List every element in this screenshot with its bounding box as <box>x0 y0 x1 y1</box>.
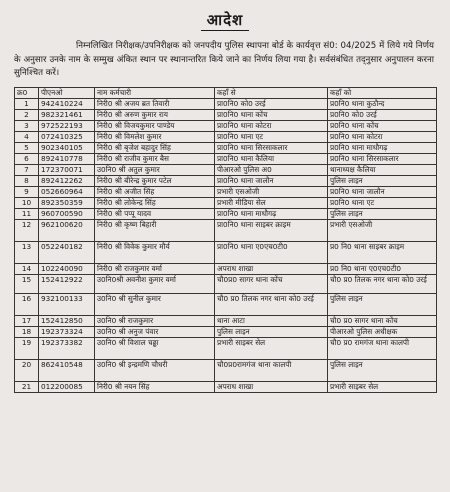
cell-pno: 892412262 <box>39 175 95 186</box>
cell-from: अपराध शाखा <box>215 263 328 274</box>
cell-from: थाना आटा <box>215 315 328 326</box>
cell-name: उ0नि0 श्री राजकुमार <box>95 315 215 326</box>
cell-to: चौ0 प्र0 रामगंज थाना कालपी <box>328 337 437 359</box>
cell-to: प्र0नि0 थाना जालौन <box>328 186 437 197</box>
cell-from: प्रा0नि0 थाना कोंच <box>215 109 328 120</box>
cell-sno: 2 <box>15 109 39 120</box>
table-row <box>15 120 437 131</box>
cell-from: प्रा0नि0 थाना कोटरा <box>215 120 328 131</box>
cell-from: पीआरओ पुलिस अ0 <box>215 164 328 175</box>
cell-sno: 21 <box>15 381 39 392</box>
cell-from: पुलिस लाइन <box>215 326 328 337</box>
cell-from: प्रा0नि0 थाना जालौन <box>215 175 328 186</box>
cell-from: प्रा0नि0 को0 उरई <box>215 98 328 109</box>
cell-to: प्र0 नि0 थाना ए0एच0टी0 <box>328 263 437 274</box>
table-row <box>15 142 437 153</box>
cell-sno: 18 <box>15 326 39 337</box>
cell-name: उ0नि0श्री अवनीश कुमार वर्मा <box>95 274 215 293</box>
cell-sno: 10 <box>15 197 39 208</box>
cell-to: प्र0नि0 थाना एट <box>328 197 437 208</box>
cell-name: निरी0 श्री विजयकुमार पाण्डेय <box>95 120 215 131</box>
cell-to: पुलिस लाइन <box>328 208 437 219</box>
cell-name: निरी0 श्री बृजेश बहादुर सिंह <box>95 142 215 153</box>
cell-pno: 960700590 <box>39 208 95 219</box>
cell-pno: 962100620 <box>39 219 95 241</box>
cell-name: निरी0 श्री पप्पू यादव <box>95 208 215 219</box>
cell-sno: 5 <box>15 142 39 153</box>
cell-from: चौ0प्र0 सागर थाना कोंच <box>215 274 328 293</box>
cell-sno: 20 <box>15 359 39 381</box>
cell-pno: 192373324 <box>39 326 95 337</box>
cell-to: प्र0नि0 थाना कोंच <box>328 120 437 131</box>
cell-pno: 942410224 <box>39 98 95 109</box>
cell-from: प्रभारी एसओजी <box>215 186 328 197</box>
table-row <box>15 381 437 392</box>
cell-to: पीआरओ पुलिस अधीक्षक <box>328 326 437 337</box>
cell-to: प्र0नि0 को0 उरई <box>328 109 437 120</box>
table-row <box>15 315 437 326</box>
table-row <box>15 241 437 263</box>
cell-sno: 11 <box>15 208 39 219</box>
cell-name: निरी0 श्री कृष्ण बिहारी <box>95 219 215 241</box>
header-from: कहाँ से <box>215 87 328 98</box>
cell-pno: 072410325 <box>39 131 95 142</box>
cell-pno: 982321461 <box>39 109 95 120</box>
cell-from: चौ0प्र0रामगंज थाना कालपी <box>215 359 328 381</box>
table-row <box>15 164 437 175</box>
cell-sno: 16 <box>15 293 39 315</box>
cell-to: प्र0 नि0 थाना साइबर क्राइम <box>328 241 437 263</box>
cell-from: चौ0 प्र0 तिलक नगर थाना को0 उरई <box>215 293 328 315</box>
cell-pno: 052240182 <box>39 241 95 263</box>
table-row <box>15 219 437 241</box>
cell-pno: 052660964 <box>39 186 95 197</box>
cell-pno: 892350359 <box>39 197 95 208</box>
cell-to: चौ0 प्र0 सागर थाना कोंच <box>328 315 437 326</box>
cell-to: प्र0नि0 थाना कोटरा <box>328 131 437 142</box>
cell-from: प्रभारी साइबर सेल <box>215 337 328 359</box>
table-row <box>15 197 437 208</box>
table-row <box>15 263 437 274</box>
cell-sno: 15 <box>15 274 39 293</box>
cell-name: निरी0 श्री अजीत सिंह <box>95 186 215 197</box>
cell-sno: 6 <box>15 153 39 164</box>
cell-from: प्रा0नि0 थाना कैलिया <box>215 153 328 164</box>
cell-name: निरी0 श्री विमलेश कुमार <box>95 131 215 142</box>
cell-pno: 892410778 <box>39 153 95 164</box>
cell-from: प्रभारी मीडिया सेल <box>215 197 328 208</box>
cell-name: उ0नि0 श्री सुनील कुमार <box>95 293 215 315</box>
cell-sno: 3 <box>15 120 39 131</box>
table-row <box>15 293 437 315</box>
table-row <box>15 131 437 142</box>
cell-to: थानाध्यक्ष कैलिया <box>328 164 437 175</box>
cell-name: उ0नि0 श्री अतुल कुमार <box>95 164 215 175</box>
header-sno: क्र0 <box>15 87 39 98</box>
cell-from: प्रा0नि0 थाना साइबर क्राइम <box>215 219 328 241</box>
cell-sno: 4 <box>15 131 39 142</box>
cell-sno: 7 <box>15 164 39 175</box>
cell-to: पुलिस लाइन <box>328 293 437 315</box>
cell-name: निरी0 श्री राजकुमार वर्मा <box>95 263 215 274</box>
cell-name: निरी0 श्री बीरेन्द्र कुमार पटेल <box>95 175 215 186</box>
cell-name: निरी0 श्री अरुण कुमार राय <box>95 109 215 120</box>
cell-from: प्रा0नि0 थाना एट <box>215 131 328 142</box>
cell-name: निरी0 श्री राजीव कुमार बैस <box>95 153 215 164</box>
cell-name: निरी0 श्री विवेक कुमार मौर्य <box>95 241 215 263</box>
table-row <box>15 337 437 359</box>
table-row <box>15 109 437 120</box>
table-row <box>15 359 437 381</box>
cell-sno: 1 <box>15 98 39 109</box>
cell-to: चौ0 प्र0 तिलक नगर थाना को0 उरई <box>328 274 437 293</box>
cell-to: प्रभारी साइबर सेल <box>328 381 437 392</box>
cell-pno: 172370071 <box>39 164 95 175</box>
table-row <box>15 274 437 293</box>
cell-name: उ0नि0 श्री विशाल चढ्ढा <box>95 337 215 359</box>
cell-sno: 17 <box>15 315 39 326</box>
cell-pno: 932100133 <box>39 293 95 315</box>
cell-pno: 012200085 <box>39 381 95 392</box>
cell-name: निरी0 श्री अजय ब्रत तिवारी <box>95 98 215 109</box>
header-to: कहाँ को <box>328 87 437 98</box>
cell-name: उ0नि0 श्री अनुज पंवार <box>95 326 215 337</box>
cell-sno: 19 <box>15 337 39 359</box>
cell-sno: 9 <box>15 186 39 197</box>
cell-pno: 902340105 <box>39 142 95 153</box>
table-row <box>15 208 437 219</box>
table-row <box>15 153 437 164</box>
cell-sno: 8 <box>15 175 39 186</box>
cell-to: प्र0नि0 थाना माधौगढ़ <box>328 142 437 153</box>
cell-to: पुलिस लाइन <box>328 359 437 381</box>
cell-from: प्रा0नि0 थाना माधौगढ़ <box>215 208 328 219</box>
cell-name: निरी0 श्री लोकेन्द्र सिंह <box>95 197 215 208</box>
table-row <box>15 98 437 109</box>
cell-to: प्र0नि0 थाना कुठौन्द <box>328 98 437 109</box>
table-header-row <box>15 87 437 98</box>
cell-pno: 102240090 <box>39 263 95 274</box>
cell-from: प्रा0नि0 थाना ए0एच0टी0 <box>215 241 328 263</box>
order-paragraph: निम्नलिखित निरीक्षक/उपनिरीक्षक को जनपदीय पुलिस स्थापना बोर्ड के कार्यवृत्त सं0: 04/2025 में लिये गये निर्णय के अनुसार उनके नाम के सम्मुख अंकित स्थान पर स्थानान्तरित किये जाने का निर्णय लिया गया है। सर्वसंबंधित तद्नुसार अनुपालन करना सुनिश्चित करें। <box>14 41 434 79</box>
document-title: आदेश <box>14 10 436 30</box>
table-row <box>15 175 437 186</box>
cell-from: अपराध शाखा <box>215 381 328 392</box>
cell-pno: 972522193 <box>39 120 95 131</box>
cell-to: पुलिस लाइन <box>328 175 437 186</box>
cell-name: उ0नि0 श्री इन्द्रमणि चौधरी <box>95 359 215 381</box>
cell-sno: 13 <box>15 241 39 263</box>
header-pno: पीएनओ <box>39 87 95 98</box>
cell-sno: 14 <box>15 263 39 274</box>
cell-pno: 152412922 <box>39 274 95 293</box>
header-name: नाम कर्मचारी <box>95 87 215 98</box>
table-row <box>15 326 437 337</box>
cell-sno: 12 <box>15 219 39 241</box>
cell-pno: 192373382 <box>39 337 95 359</box>
cell-pno: 152412850 <box>39 315 95 326</box>
table-body <box>15 98 437 392</box>
cell-from: प्रा0नि0 थाना सिरसाकलार <box>215 142 328 153</box>
cell-name: निरी0 श्री नयन सिंह <box>95 381 215 392</box>
cell-to: प्र0नि0 थाना सिरसाकलार <box>328 153 437 164</box>
cell-pno: 862410548 <box>39 359 95 381</box>
transfer-table <box>14 87 437 393</box>
cell-to: प्रभारी एसओजी <box>328 219 437 241</box>
table-row <box>15 186 437 197</box>
